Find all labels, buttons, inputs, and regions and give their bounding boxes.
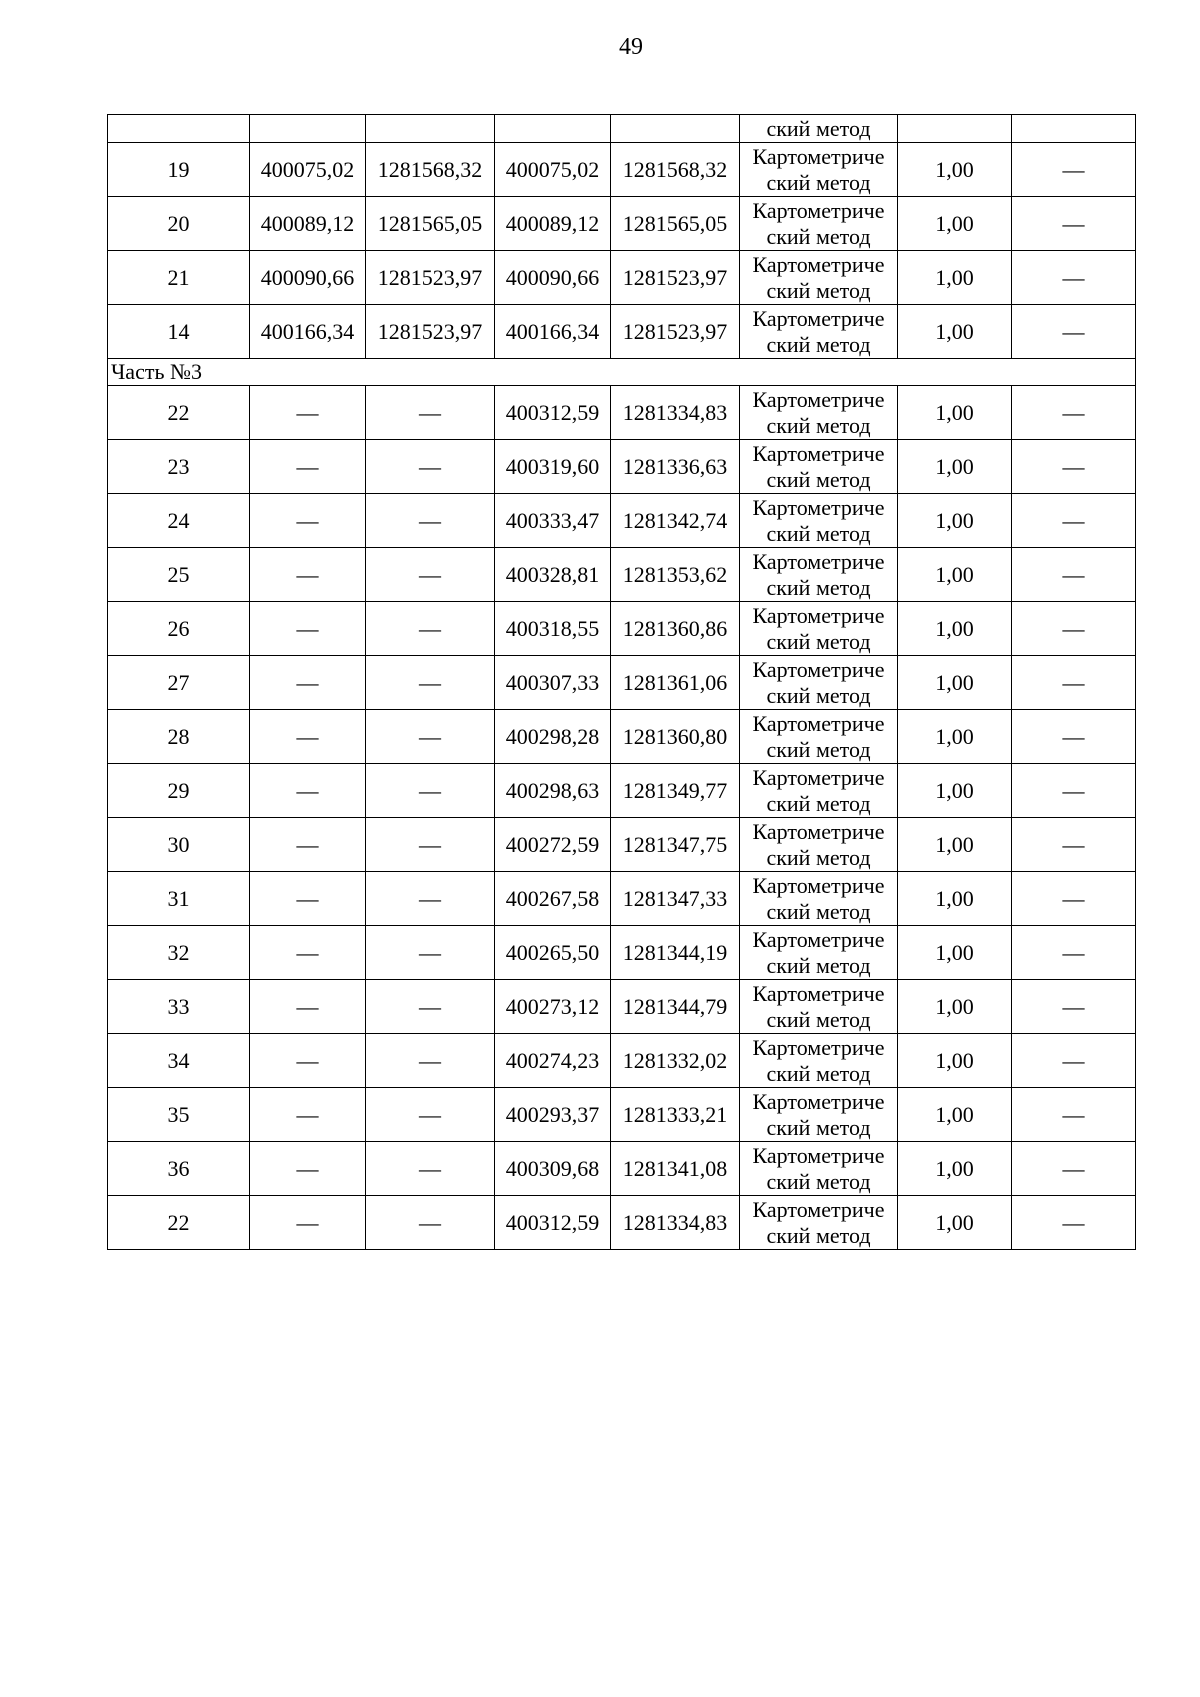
cell-method [740,197,898,251]
cell-description: — [1012,143,1136,197]
method-line-2: ский метод [766,1114,871,1140]
coordinates-table [107,114,1136,1250]
method-line-1: Картометриче [752,656,885,682]
cell-precision: 1,00 [898,1142,1012,1196]
method-line-1: Картометриче [752,305,885,331]
cell-precision: 1,00 [898,197,1012,251]
table-row [108,818,1136,872]
method-line-1: Картометриче [752,251,885,277]
cell-precision: 1,00 [898,1034,1012,1088]
cell-y-new [611,115,740,143]
cell-precision: 1,00 [898,548,1012,602]
cell-point-number: 22 [108,386,250,440]
cell-y-old [366,115,495,143]
method-line-1: Картометриче [752,602,885,628]
cell-precision: 1,00 [898,305,1012,359]
section-row [108,359,1136,386]
cell-description: — [1012,926,1136,980]
cell-y-new: 1281568,32 [611,143,740,197]
method-line-1: Картометриче [752,386,885,412]
method-line-2: ский метод [766,1222,871,1248]
table-row [108,1034,1136,1088]
method-line-2: ский метод [766,628,871,654]
cell-description [1012,115,1136,143]
cell-point-number: 21 [108,251,250,305]
cell-x-old: 400090,66 [250,251,366,305]
cell-y-old: — [366,602,495,656]
cell-point-number: 33 [108,980,250,1034]
cell-method [740,602,898,656]
cell-x-new: 400267,58 [495,872,611,926]
method-line-1: Картометриче [752,872,885,898]
cell-x-old: — [250,1142,366,1196]
cell-x-old: — [250,980,366,1034]
cell-x-new: 400089,12 [495,197,611,251]
cell-method [740,710,898,764]
cell-precision: 1,00 [898,872,1012,926]
table-row [108,305,1136,359]
cell-x-new: 400312,59 [495,1196,611,1250]
cell-x-old [250,115,366,143]
method-line-2: ский метод [766,412,871,438]
cell-method [740,440,898,494]
cell-x-new: 400075,02 [495,143,611,197]
method-line-2: ский метод [766,952,871,978]
cell-method [740,251,898,305]
cell-x-old: — [250,440,366,494]
cell-x-old: — [250,602,366,656]
cell-x-new: 400312,59 [495,386,611,440]
cell-method [740,656,898,710]
cell-description: — [1012,980,1136,1034]
cell-y-old: — [366,656,495,710]
cell-point-number: 30 [108,818,250,872]
cell-x-new: 400319,60 [495,440,611,494]
cell-x-new [495,115,611,143]
table-row-continued [108,115,1136,143]
table-row [108,1196,1136,1250]
method-line-1: Картометриче [752,980,885,1006]
cell-precision: 1,00 [898,656,1012,710]
cell-x-old: — [250,872,366,926]
table-row [108,872,1136,926]
method-line-1: Картометриче [752,926,885,952]
cell-y-new: 1281334,83 [611,1196,740,1250]
cell-y-old: — [366,872,495,926]
cell-precision: 1,00 [898,143,1012,197]
cell-y-new: 1281361,06 [611,656,740,710]
cell-y-new: 1281565,05 [611,197,740,251]
cell-y-old: — [366,494,495,548]
cell-precision: 1,00 [898,440,1012,494]
cell-y-old: — [366,818,495,872]
table-row [108,926,1136,980]
cell-x-new: 400272,59 [495,818,611,872]
cell-x-old: — [250,494,366,548]
cell-description: — [1012,494,1136,548]
cell-y-old: — [366,1142,495,1196]
cell-y-old: — [366,440,495,494]
cell-description: — [1012,548,1136,602]
cell-y-new: 1281334,83 [611,386,740,440]
method-line-1: Картометриче [752,548,885,574]
cell-point-number: 20 [108,197,250,251]
cell-x-new: 400318,55 [495,602,611,656]
cell-description: — [1012,710,1136,764]
method-line-2: ский метод [766,466,871,492]
table-row [108,602,1136,656]
cell-point-number: 14 [108,305,250,359]
cell-description: — [1012,251,1136,305]
cell-y-new: 1281347,33 [611,872,740,926]
method-line-2: ский метод [766,736,871,762]
cell-x-old: — [250,548,366,602]
cell-precision: 1,00 [898,386,1012,440]
cell-point-number: 31 [108,872,250,926]
cell-x-new: 400265,50 [495,926,611,980]
cell-description: — [1012,764,1136,818]
cell-description: — [1012,1088,1136,1142]
cell-method [740,764,898,818]
table-row [108,710,1136,764]
cell-description: — [1012,1034,1136,1088]
table-row [108,980,1136,1034]
method-line-1: Картометриче [752,143,885,169]
cell-x-new: 400298,63 [495,764,611,818]
cell-description: — [1012,440,1136,494]
cell-y-new: 1281523,97 [611,305,740,359]
table-row [108,494,1136,548]
method-line-2: ский метод [766,898,871,924]
table-body [108,115,1136,1250]
method-line-2: ский метод [766,331,871,357]
cell-y-new: 1281336,63 [611,440,740,494]
cell-x-new: 400273,12 [495,980,611,1034]
cell-x-old: — [250,386,366,440]
cell-method [740,386,898,440]
cell-y-new: 1281349,77 [611,764,740,818]
cell-y-old: — [366,926,495,980]
cell-method [740,548,898,602]
cell-x-old: — [250,818,366,872]
cell-description: — [1012,656,1136,710]
cell-method [740,818,898,872]
cell-precision: 1,00 [898,764,1012,818]
cell-precision: 1,00 [898,926,1012,980]
table-row [108,548,1136,602]
cell-description: — [1012,1196,1136,1250]
cell-x-old: — [250,710,366,764]
cell-y-old: 1281523,97 [366,251,495,305]
cell-y-old: — [366,710,495,764]
cell-point-number: 29 [108,764,250,818]
cell-precision: 1,00 [898,251,1012,305]
cell-x-new: 400274,23 [495,1034,611,1088]
cell-precision: 1,00 [898,1196,1012,1250]
cell-y-old: 1281568,32 [366,143,495,197]
method-line-2: ский метод [766,277,871,303]
cell-x-old: 400089,12 [250,197,366,251]
cell-y-new: 1281523,97 [611,251,740,305]
method-line-1: Картометриче [752,710,885,736]
cell-y-old: — [366,1034,495,1088]
cell-x-new: 400307,33 [495,656,611,710]
cell-y-new: 1281360,86 [611,602,740,656]
method-line-1: Картометриче [752,1142,885,1168]
cell-point-number: 22 [108,1196,250,1250]
cell-y-new: 1281341,08 [611,1142,740,1196]
cell-description: — [1012,197,1136,251]
table-row [108,251,1136,305]
method-line-1: Картометриче [752,764,885,790]
cell-x-new: 400328,81 [495,548,611,602]
cell-x-new: 400298,28 [495,710,611,764]
method-line-2: ский метод [766,574,871,600]
cell-method [740,143,898,197]
cell-method: ский метод [740,115,898,143]
cell-y-new: 1281344,19 [611,926,740,980]
page-number: 49 [619,34,643,60]
table-row [108,197,1136,251]
cell-x-new: 400333,47 [495,494,611,548]
method-line-1: Картометриче [752,1196,885,1222]
cell-y-new: 1281333,21 [611,1088,740,1142]
cell-method [740,305,898,359]
table-row [108,656,1136,710]
method-line-2: ский метод [766,682,871,708]
cell-y-new: 1281360,80 [611,710,740,764]
method-line-1: Картометриче [752,197,885,223]
cell-precision: 1,00 [898,710,1012,764]
cell-y-old: — [366,386,495,440]
cell-precision: 1,00 [898,1088,1012,1142]
cell-y-new: 1281344,79 [611,980,740,1034]
method-line-2: ский метод [766,520,871,546]
cell-method [740,980,898,1034]
cell-y-new: 1281353,62 [611,548,740,602]
cell-x-new: 400309,68 [495,1142,611,1196]
cell-description: — [1012,1142,1136,1196]
cell-method [740,1088,898,1142]
method-line-2: ский метод [766,1006,871,1032]
cell-y-old: — [366,1088,495,1142]
cell-description: — [1012,305,1136,359]
cell-method [740,1196,898,1250]
method-line-2: ский метод [766,169,871,195]
cell-point-number: 32 [108,926,250,980]
cell-method [740,926,898,980]
cell-precision: 1,00 [898,980,1012,1034]
cell-y-old: — [366,1196,495,1250]
cell-x-old: — [250,926,366,980]
table-row [108,143,1136,197]
cell-point-number: 19 [108,143,250,197]
cell-description: — [1012,872,1136,926]
cell-description: — [1012,602,1136,656]
cell-y-old: 1281565,05 [366,197,495,251]
cell-x-old: — [250,764,366,818]
cell-point-number [108,115,250,143]
cell-point-number: 28 [108,710,250,764]
method-line-2: ский метод [766,790,871,816]
cell-point-number: 25 [108,548,250,602]
cell-y-new: 1281342,74 [611,494,740,548]
cell-x-old: — [250,1088,366,1142]
cell-y-old: 1281523,97 [366,305,495,359]
cell-point-number: 27 [108,656,250,710]
cell-x-new: 400090,66 [495,251,611,305]
cell-precision: 1,00 [898,494,1012,548]
cell-method [740,494,898,548]
cell-y-old: — [366,764,495,818]
cell-y-old: — [366,980,495,1034]
cell-description: — [1012,386,1136,440]
cell-x-old: 400166,34 [250,305,366,359]
section-label: Часть №3 [108,359,1136,386]
cell-x-new: 400166,34 [495,305,611,359]
cell-y-new: 1281347,75 [611,818,740,872]
cell-precision: 1,00 [898,818,1012,872]
method-line-2: ский метод [766,1168,871,1194]
cell-x-new: 400293,37 [495,1088,611,1142]
cell-y-new: 1281332,02 [611,1034,740,1088]
cell-x-old: — [250,1034,366,1088]
method-line-2: ский метод [766,844,871,870]
method-line-2: ский метод [766,1060,871,1086]
cell-point-number: 23 [108,440,250,494]
cell-point-number: 36 [108,1142,250,1196]
table-row [108,1088,1136,1142]
method-line-1: Картометриче [752,440,885,466]
cell-point-number: 26 [108,602,250,656]
cell-method [740,1142,898,1196]
method-line-1: Картометриче [752,494,885,520]
cell-point-number: 35 [108,1088,250,1142]
cell-method [740,872,898,926]
cell-x-old: — [250,1196,366,1250]
cell-point-number: 24 [108,494,250,548]
table-row [108,386,1136,440]
table-row [108,764,1136,818]
cell-method [740,1034,898,1088]
cell-description: — [1012,818,1136,872]
table-row [108,1142,1136,1196]
cell-x-old: — [250,656,366,710]
method-line-1: Картометриче [752,818,885,844]
cell-x-old: 400075,02 [250,143,366,197]
cell-precision: 1,00 [898,602,1012,656]
cell-point-number: 34 [108,1034,250,1088]
table-row [108,440,1136,494]
method-line-2: ский метод [766,223,871,249]
method-line-1: Картометриче [752,1034,885,1060]
method-line-1: Картометриче [752,1088,885,1114]
cell-y-old: — [366,548,495,602]
cell-precision [898,115,1012,143]
